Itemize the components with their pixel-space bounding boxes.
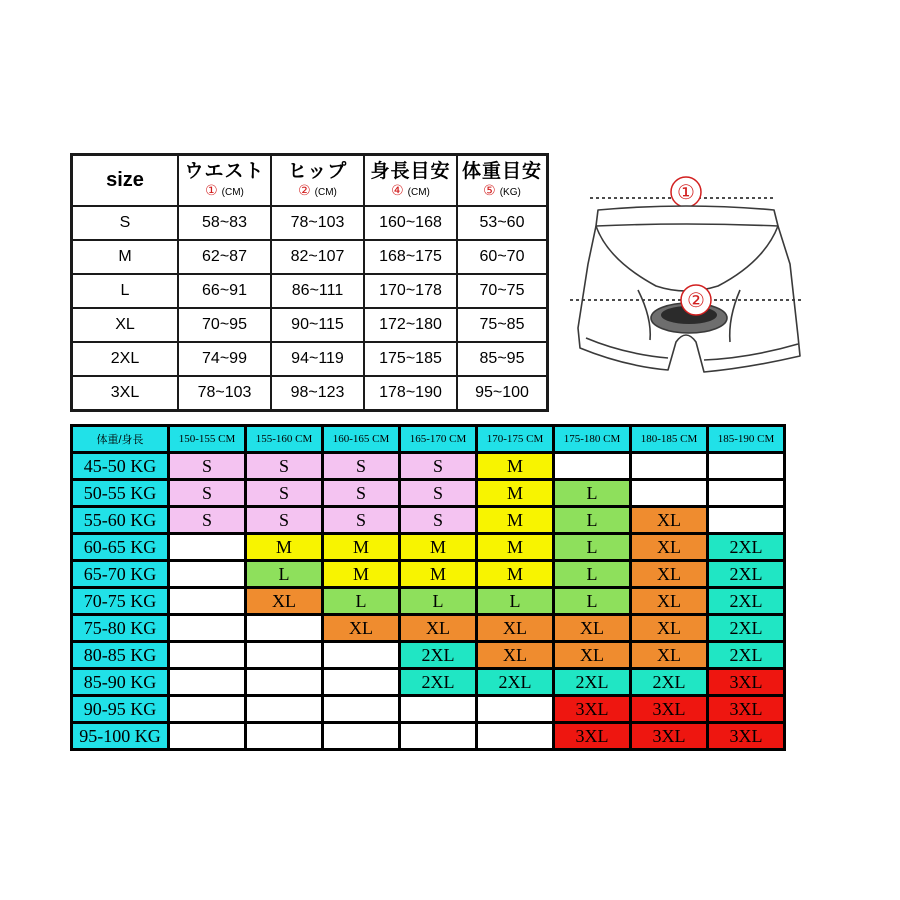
chart-row: [73, 535, 783, 559]
size-table-row: [72, 206, 548, 240]
size-cell: M: [478, 454, 552, 478]
size-cell: M: [478, 508, 552, 532]
weight-value: 60~70: [457, 240, 548, 274]
waist-header-label: ウエスト: [184, 161, 265, 182]
size-label: 3XL: [72, 376, 179, 411]
size-cell: S: [170, 481, 244, 505]
hip-value: 94~119: [271, 342, 364, 376]
size-cell: 2XL: [709, 643, 783, 667]
weight-row-label: 95-100 KG: [73, 724, 167, 748]
size-cell: L: [555, 508, 629, 532]
hip-header: [271, 155, 364, 207]
height-value: 170~178: [364, 274, 457, 308]
size-cell: M: [401, 535, 475, 559]
height-column-header: 160-165 CM: [324, 427, 398, 451]
empty-cell: [170, 643, 244, 667]
empty-cell: [632, 481, 706, 505]
size-cell: XL: [324, 616, 398, 640]
size-cell: XL: [401, 616, 475, 640]
weight-header-label: 体重目安: [461, 161, 542, 182]
size-cell: 2XL: [709, 562, 783, 586]
size-cell: 3XL: [709, 724, 783, 748]
empty-cell: [632, 454, 706, 478]
empty-cell: [324, 724, 398, 748]
waist-value: 58~83: [178, 206, 271, 240]
size-cell: L: [555, 589, 629, 613]
chart-row: [73, 562, 783, 586]
size-cell: M: [478, 562, 552, 586]
chart-row: [73, 481, 783, 505]
weight-row-label: 85-90 KG: [73, 670, 167, 694]
size-cell: M: [324, 562, 398, 586]
size-cell: 3XL: [709, 697, 783, 721]
empty-cell: [170, 697, 244, 721]
size-cell: L: [478, 589, 552, 613]
size-cell: M: [247, 535, 321, 559]
size-cell: L: [324, 589, 398, 613]
weight-row-label: 80-85 KG: [73, 643, 167, 667]
chart-row: [73, 670, 783, 694]
empty-cell: [170, 724, 244, 748]
chart-row: [73, 724, 783, 748]
weight-row-label: 50-55 KG: [73, 481, 167, 505]
height-value: 175~185: [364, 342, 457, 376]
weight-value: 75~85: [457, 308, 548, 342]
size-cell: M: [478, 535, 552, 559]
hip-value: 98~123: [271, 376, 364, 411]
weight-header: [457, 155, 548, 207]
size-cell: L: [555, 481, 629, 505]
chart-corner-label: 体重/身長: [73, 427, 167, 451]
size-cell: 3XL: [555, 724, 629, 748]
size-cell: S: [401, 508, 475, 532]
height-value: 178~190: [364, 376, 457, 411]
size-cell: 3XL: [632, 724, 706, 748]
empty-cell: [170, 616, 244, 640]
size-label: XL: [72, 308, 179, 342]
height-column-header: 165-170 CM: [401, 427, 475, 451]
weight-unit: (KG): [499, 187, 521, 198]
size-cell: S: [247, 481, 321, 505]
empty-cell: [247, 724, 321, 748]
size-cell: S: [170, 508, 244, 532]
empty-cell: [247, 616, 321, 640]
empty-cell: [170, 670, 244, 694]
size-cell: S: [247, 508, 321, 532]
size-cell: XL: [632, 535, 706, 559]
empty-cell: [709, 508, 783, 532]
empty-cell: [709, 454, 783, 478]
weight-row-label: 70-75 KG: [73, 589, 167, 613]
empty-cell: [170, 562, 244, 586]
size-cell: XL: [555, 643, 629, 667]
size-cell: S: [401, 481, 475, 505]
size-table-row: [72, 308, 548, 342]
size-cell: 3XL: [709, 670, 783, 694]
height-column-header: 180-185 CM: [632, 427, 706, 451]
size-cell: XL: [632, 643, 706, 667]
size-cell: 2XL: [709, 589, 783, 613]
size-cell: M: [401, 562, 475, 586]
size-table-row: [72, 240, 548, 274]
chart-row: [73, 697, 783, 721]
waist-value: 78~103: [178, 376, 271, 411]
height-marker: ④: [391, 182, 404, 198]
chart-row: [73, 508, 783, 532]
size-cell: S: [324, 481, 398, 505]
empty-cell: [170, 535, 244, 559]
hip-marker-label: ②: [687, 290, 705, 312]
weight-row-label: 75-80 KG: [73, 616, 167, 640]
size-table-row: [72, 376, 548, 411]
hip-marker: ②: [298, 182, 311, 198]
size-cell: 3XL: [555, 697, 629, 721]
weight-value: 95~100: [457, 376, 548, 411]
size-cell: M: [324, 535, 398, 559]
waist-value: 62~87: [178, 240, 271, 274]
waist-header: [178, 155, 271, 207]
size-measurement-table: [70, 153, 549, 412]
empty-cell: [247, 643, 321, 667]
shorts-illustration: [568, 168, 808, 390]
height-header: [364, 155, 457, 207]
waist-value: 66~91: [178, 274, 271, 308]
size-cell: 2XL: [478, 670, 552, 694]
size-cell: S: [324, 454, 398, 478]
hip-measure-line: [570, 285, 804, 315]
waist-unit: (CM): [221, 187, 244, 198]
weight-row-label: 65-70 KG: [73, 562, 167, 586]
height-value: 160~168: [364, 206, 457, 240]
empty-cell: [401, 724, 475, 748]
size-cell: XL: [632, 508, 706, 532]
height-value: 172~180: [364, 308, 457, 342]
weight-value: 85~95: [457, 342, 548, 376]
hip-value: 86~111: [271, 274, 364, 308]
waist-marker-label: ①: [677, 182, 695, 204]
size-table-row: [72, 274, 548, 308]
empty-cell: [401, 697, 475, 721]
weight-row-label: 45-50 KG: [73, 454, 167, 478]
weight-marker: ⑤: [483, 182, 496, 198]
weight-value: 70~75: [457, 274, 548, 308]
height-header-label: 身長目安: [370, 161, 451, 182]
chart-header-row: [73, 427, 783, 451]
size-cell: L: [555, 562, 629, 586]
size-cell: S: [324, 508, 398, 532]
size-cell: L: [247, 562, 321, 586]
size-cell: S: [170, 454, 244, 478]
hip-unit: (CM): [314, 187, 337, 198]
size-cell: 2XL: [709, 616, 783, 640]
empty-cell: [324, 697, 398, 721]
waist-marker: ①: [205, 182, 218, 198]
size-cell: XL: [555, 616, 629, 640]
empty-cell: [247, 697, 321, 721]
size-cell: S: [247, 454, 321, 478]
size-cell: L: [555, 535, 629, 559]
size-cell: XL: [247, 589, 321, 613]
size-cell: 3XL: [632, 697, 706, 721]
hip-value: 82~107: [271, 240, 364, 274]
height-unit: (CM): [407, 187, 430, 198]
waist-value: 74~99: [178, 342, 271, 376]
size-header: [72, 155, 179, 207]
size-cell: XL: [632, 589, 706, 613]
empty-cell: [709, 481, 783, 505]
hip-value: 90~115: [271, 308, 364, 342]
size-cell: 2XL: [555, 670, 629, 694]
waist-value: 70~95: [178, 308, 271, 342]
size-cell: XL: [632, 562, 706, 586]
empty-cell: [478, 724, 552, 748]
height-column-header: 170-175 CM: [478, 427, 552, 451]
empty-cell: [247, 670, 321, 694]
size-cell: 2XL: [401, 670, 475, 694]
chart-row: [73, 643, 783, 667]
size-cell: XL: [478, 643, 552, 667]
weight-row-label: 55-60 KG: [73, 508, 167, 532]
height-column-header: 175-180 CM: [555, 427, 629, 451]
empty-cell: [324, 670, 398, 694]
weight-row-label: 60-65 KG: [73, 535, 167, 559]
size-label: M: [72, 240, 179, 274]
empty-cell: [324, 643, 398, 667]
empty-cell: [555, 454, 629, 478]
size-cell: XL: [632, 616, 706, 640]
height-column-header: 155-160 CM: [247, 427, 321, 451]
size-cell: 2XL: [632, 670, 706, 694]
height-column-header: 150-155 CM: [170, 427, 244, 451]
size-label: L: [72, 274, 179, 308]
chart-row: [73, 616, 783, 640]
height-value: 168~175: [364, 240, 457, 274]
size-label: S: [72, 206, 179, 240]
size-chart-table: [70, 424, 786, 751]
size-table-header-row: [72, 155, 548, 207]
size-cell: M: [478, 481, 552, 505]
size-cell: L: [401, 589, 475, 613]
height-column-header: 185-190 CM: [709, 427, 783, 451]
size-cell: XL: [478, 616, 552, 640]
size-label: 2XL: [72, 342, 179, 376]
chart-row: [73, 589, 783, 613]
size-cell: 2XL: [401, 643, 475, 667]
hip-header-label: ヒップ: [287, 161, 348, 182]
empty-cell: [170, 589, 244, 613]
waist-measure-line: [590, 177, 776, 207]
empty-cell: [478, 697, 552, 721]
weight-row-label: 90-95 KG: [73, 697, 167, 721]
size-cell: S: [401, 454, 475, 478]
size-header-label: size: [106, 169, 144, 191]
chart-row: [73, 454, 783, 478]
size-table-row: [72, 342, 548, 376]
weight-value: 53~60: [457, 206, 548, 240]
size-cell: 2XL: [709, 535, 783, 559]
hip-value: 78~103: [271, 206, 364, 240]
